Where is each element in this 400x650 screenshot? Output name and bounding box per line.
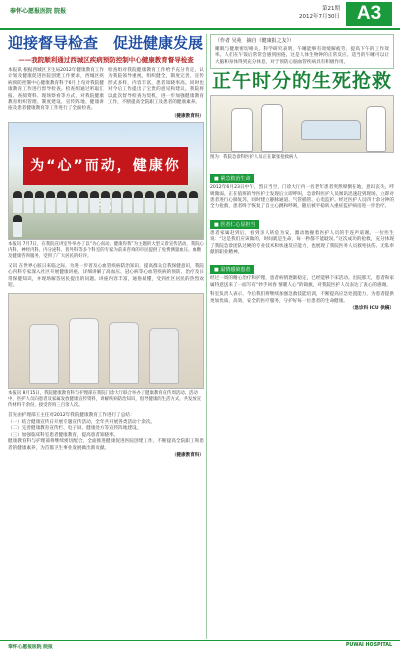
paper-name: 奉怀心愿报医院 院报 (10, 8, 67, 15)
footer-left: 奉怀心愿报医院 院报 (8, 645, 53, 650)
list-item: （三）加强临床科室患者健康教育，提高患者知晓率。 (8, 432, 119, 438)
page-footer (0, 640, 400, 650)
article-para-4: 健康教育科与护理部将继续密切配合，全面推进健康促进医院创建工作，不断提高全院职工和患者的健康素养，为首都卫生事业发展做出新贡献。 (8, 439, 204, 451)
article-signature: （健康教育科） (171, 113, 204, 119)
event-banner: 为“心”而动，健康你 (23, 147, 188, 185)
section-1-text: 2012年6月23日中午，烈日当空，门诊大厅内一名老年患者突然晕倒在地，意识丧失，呼吸微弱。正在值班的导医护士发现后立即呼叫，急诊科医护人员闻讯迅速赶到现场，立即对患者进行心肺复苏，同时建立静脉通道、气管插管、心电监护。经过医护人员四十余分钟的全力抢救，患者终于恢复了自主心跳和呼吸，随后被平稳转入重症监护病房进一步治疗。 (210, 185, 394, 210)
left-column (8, 34, 204, 639)
footer-right: PUWAI HOSPITAL (345, 643, 392, 648)
issue-info (299, 5, 340, 21)
left-subheadline: ——我院顺利通过西城区疾病预防控制中心健康教育督导检查 (18, 56, 194, 64)
left-headline: 迎接督导检查 促进健康发展 (8, 34, 204, 52)
section-3-text: 经过一周的精心治疗和护理，患者病情逐渐稳定，已经能够下床活动。出院那天，患者和家属特意送来了一面写有“妙手回春 情暖人心”的锦旗，对我院医护人员表达了衷心的感谢。 (210, 276, 394, 288)
section-4-text: 科室负责人表示，今后我们将继续加强急救技能培训，不断提高应急处置能力，为患者提供更加优质、高效、安全的医疗服务，守护好每一位患者的生命健康。 (210, 292, 394, 304)
section-tag-3: ■ 温情感染患者 (210, 265, 254, 274)
article-intro (8, 68, 204, 113)
list-item: （一）结合健康宣传日开展专题宣传活动，全年共开展各类活动十余次。 (8, 419, 156, 425)
issue-date: 2012年7月30日 (299, 14, 340, 20)
rescue-photo-caption: 图为：我院急诊科医护人员正在紧张抢救病人 (210, 155, 298, 161)
column-divider (206, 34, 207, 639)
list-title: 首先由护理部王主任对2012年我院健康教育工作进行了总结： (8, 413, 135, 419)
section-tag-2: ■ 医者仁心显担当 (210, 220, 259, 229)
article-para-2: 检查组对我院健康教育工作给予充分肯定，认为我院领导重视，组织健全，制度完善，宣传形式多样，内容丰富，患者知晓率高。同时也对今后工作提出了宝贵的意见和建议。我院将以此次督导检查为契机，进一步加强健康教育工作，不断提高全院职工及患者的健康素养。 (108, 68, 204, 106)
intro-text: 睡眠与健康密切相关，科学研究表明，午睡能够有效缓解疲劳、提高下午的工作效率。人们在午饭后常常会感到困倦，这是人体生物钟的正常反应。适当的午睡可以让大脑和身体得到充分休息，对于预防心脑血管疾病具有积极作用。 (215, 47, 389, 65)
intro-author: （作者 吴苑 摘自《健康报之友》） (215, 38, 295, 44)
section-2-text: 患者家属赶到后，看到亲人转危为安，激动地握着医护人员的手连声道谢。一位医生说：“这是我们应该做的，时间就是生命，每一秒都不能耽误。”这次成功的抢救，充分体现了我院急诊团队过硬的专业技术和快速反应能力，也展现了我院医务人员救死扶伤、无私奉献的职业精神。 (210, 230, 394, 256)
crowd-figures (9, 185, 203, 239)
section-tag-1: ■ 紧急救治生命 (210, 174, 254, 183)
page-label: A3 (346, 2, 392, 26)
event-photo-2 (8, 293, 204, 389)
page-header (0, 0, 400, 30)
intro-box (210, 34, 394, 69)
article-para-1: 本报讯 根据西城区卫生局2012年健康教育工作计划及健康促进医院创建工作要求，西城区疾病预防控制中心健康教育科于6月上旬对我院健康教育工作进行督导检查。检查组通过听取汇报、查阅资料、现场察看等方式，对我院健康教育组织管理、制度建设、宣传阵地、健康讲座及患者健康教育等工作进行了全面检查。 (8, 68, 104, 112)
article-para-3: 又讯 在世界心脏日来临之际，为进一步普及心血管疾病防治知识，提高群众自我保健意识，我院心内科专家深入社区开展健康讲座，详细讲解了高血压、冠心病等心血管疾病的预防、治疗及日常保健知识，并现场解答居民提出的问题。讲座内容丰富，通俗易懂，受到社区居民的热烈欢迎。 (8, 263, 204, 289)
photo-1-caption: 本报讯 7月7日，在我院宣讲室外举办了以“为心而动、健康你我”为主题的大型义诊宣传活动，我院心内科、神经内科、内分泌科、普外科等多个科室的专家为前来咨询的市民提供了免费测量血压、血糖及健康咨询服务，受到了广大居民的好评。 (8, 241, 204, 259)
rescue-photo (210, 95, 394, 153)
feature-signature: （急诊科 ICU 供稿） (349, 306, 394, 312)
event-photo-1 (8, 122, 204, 240)
feature-title: 正午时分的生死抢救 (211, 70, 392, 93)
article-signature: （健康教育科） (171, 452, 204, 458)
issue-number: 第21期 (322, 6, 340, 12)
right-column (210, 34, 394, 639)
list-item: （二）完善健康教育宣传栏、电子屏、健康处方等宣传阵地建设。 (8, 426, 142, 432)
photo-2-caption: 本报讯 8月15日，我院健康教育科与护理部在我院门诊大厅联合举办了健康教育宣传周活动。活动中，医护人员向患者及家属发放健康宣传资料，讲解疾病防治知识，倡导健康的生活方式，共发放宣传材料千余份，接受咨询三百余人次。 (8, 391, 202, 409)
